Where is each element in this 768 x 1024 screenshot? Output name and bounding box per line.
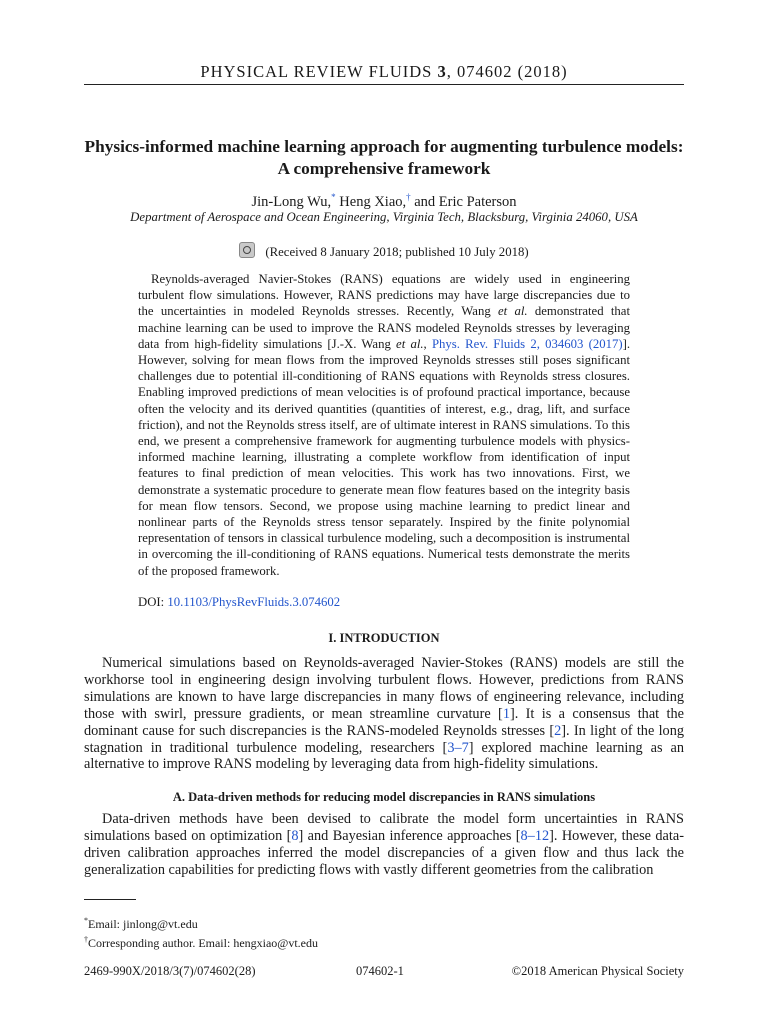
journal-name: PHYSICAL REVIEW FLUIDS (200, 62, 433, 81)
body-text: Numerical simulations based on Reynolds-averaged Navier-Stokes (RANS) models are still the workhorse tool in engineering design involving turbulent flows. However, predictions from RANS simulations are known to have large discrepancies in many flows of engineering relevance, including those with swirl, pressure gradients, or mean streamline curvature [ (84, 655, 684, 722)
citation-link[interactable]: 8 (291, 827, 299, 844)
abstract-text: ]. However, solving for mean flows from the improved Reynolds stresses still poses significant challenges due to potential ill-conditioning of RANS equations with Reynolds stress closures. Enabling improved predictions of mean velocities is of profound practical importance, because often the velocity and its derived quantities (quantities of interest, e.g., drag, lift, and surface friction), and not the Reynolds stress itself, are of ultimate interest in RANS simulations. To this end, we present a comprehensive framework for augmenting turbulence models with physics-informed machine learning, illustrating a complete workflow from identification of input features to final prediction of mean velocities. This work has two innovations. First, we demonstrate a systematic procedure to generate mean flow features based on the integrity basis for mean flow tensors. Second, we propose using machine learning to predict linear and nonlinear parts of the Reynolds stress tensor separately. Inspired by the finite polynomial representation of tensors in classical turbulence modeling, such a decomposition is instrumental in overcoming the ill-conditioning of RANS equations. Numerical tests demonstrate the merits of the proposed framework. (138, 336, 631, 578)
header-rule (84, 84, 684, 85)
body-text: ]. However, these data-driven calibration approaches inferred the model discrepancies of a given flow and thus lack the generalization capabilities for predicting flows with vastly different geometries from the calibration (84, 827, 684, 878)
subsection-paragraph (84, 811, 684, 879)
crossmark-icon[interactable] (239, 242, 255, 258)
issn-code: 2469-990X/2018/3(7)/074602(28) (84, 964, 256, 978)
author-footnote-link[interactable]: * (331, 192, 336, 202)
footnote (84, 932, 318, 951)
paper-title: Physics-informed machine learning approach for augmenting turbulence models: A comprehensive framework (84, 137, 684, 178)
citation-link[interactable]: 3–7 (447, 739, 469, 756)
author-name: and Eric Paterson (410, 193, 517, 210)
abstract-italic: et al. (396, 336, 424, 351)
doi-link[interactable]: 10.1103/PhysRevFluids.3.074602 (167, 595, 341, 609)
citation-link[interactable]: 8–12 (520, 827, 550, 844)
body-text: ]. In light of the long stagnation in traditional turbulence modeling, researchers [ (84, 722, 685, 756)
intro-body (84, 655, 684, 773)
author-footnote-link[interactable]: † (406, 192, 411, 202)
footnote-rule (84, 899, 136, 900)
page-number: 074602-1 (356, 964, 404, 978)
received-line (84, 242, 684, 260)
footnote-mark: † (84, 935, 88, 944)
body-text: ] and Bayesian inference approaches [ (298, 827, 521, 844)
footnote-text: Email: jinlong@vt.edu (88, 917, 198, 931)
abstract (138, 271, 630, 579)
affiliation: Department of Aerospace and Ocean Engineering, Virginia Tech, Blacksburg, Virginia 24060, USA (130, 210, 638, 224)
abstract-text: , (423, 336, 432, 351)
footnote (84, 913, 318, 932)
subsection-heading: A. Data-driven methods for reducing model discrepancies in RANS simulations (172, 790, 596, 804)
footnote-mark: * (84, 916, 88, 925)
citation-link[interactable]: 1 (502, 705, 510, 722)
section-heading: I. INTRODUCTION (328, 631, 440, 645)
intro-paragraph (84, 655, 684, 773)
journal-citation: , 074602 (2018) (446, 62, 568, 81)
body-text: Data-driven methods have been devised to calibrate the model form uncertainties in RANS simulations based on optimization [ (84, 811, 684, 844)
reference-link[interactable]: Phys. Rev. Fluids 2, 034603 (2017) (431, 336, 623, 351)
abstract-text: demonstrated that machine learning can be used to improve the RANS modeled Reynolds stresses by leveraging data from high-fidelity simulations [J.-X. Wang (138, 304, 630, 351)
journal-header (84, 62, 684, 82)
journal-volume: 3 (437, 62, 447, 81)
footnotes (84, 913, 318, 951)
author-list (84, 192, 684, 211)
citation-link[interactable]: 2 (554, 722, 562, 739)
abstract-paragraph (138, 271, 630, 579)
body-text: ]. It is a consensus that the dominant cause for such discrepancies is the RANS-modeled Reynolds stresses [ (84, 705, 684, 739)
author-name: Heng Xiao, (335, 193, 407, 210)
author-name: Jin-Long Wu, (251, 193, 332, 210)
copyright: ©2018 American Physical Society (511, 964, 684, 978)
doi-line (138, 595, 340, 610)
footnote-text: Corresponding author. Email: hengxiao@vt.edu (88, 936, 319, 950)
body-text: ] explored machine learning as an alternative to improve RANS modeling by leveraging data from high-fidelity simulations. (84, 739, 684, 773)
subsection-body (84, 811, 684, 879)
doi-label: DOI: (138, 595, 168, 609)
received-dates: (Received 8 January 2018; published 10 July 2018) (265, 245, 529, 259)
abstract-text: Reynolds-averaged Navier-Stokes (RANS) equations are widely used in engineering turbulent flow simulations. However, RANS predictions may have large discrepancies due to the uncertainties in modeled Reynolds stresses. Recently, Wang (138, 272, 630, 319)
abstract-italic: et al. (498, 304, 528, 319)
